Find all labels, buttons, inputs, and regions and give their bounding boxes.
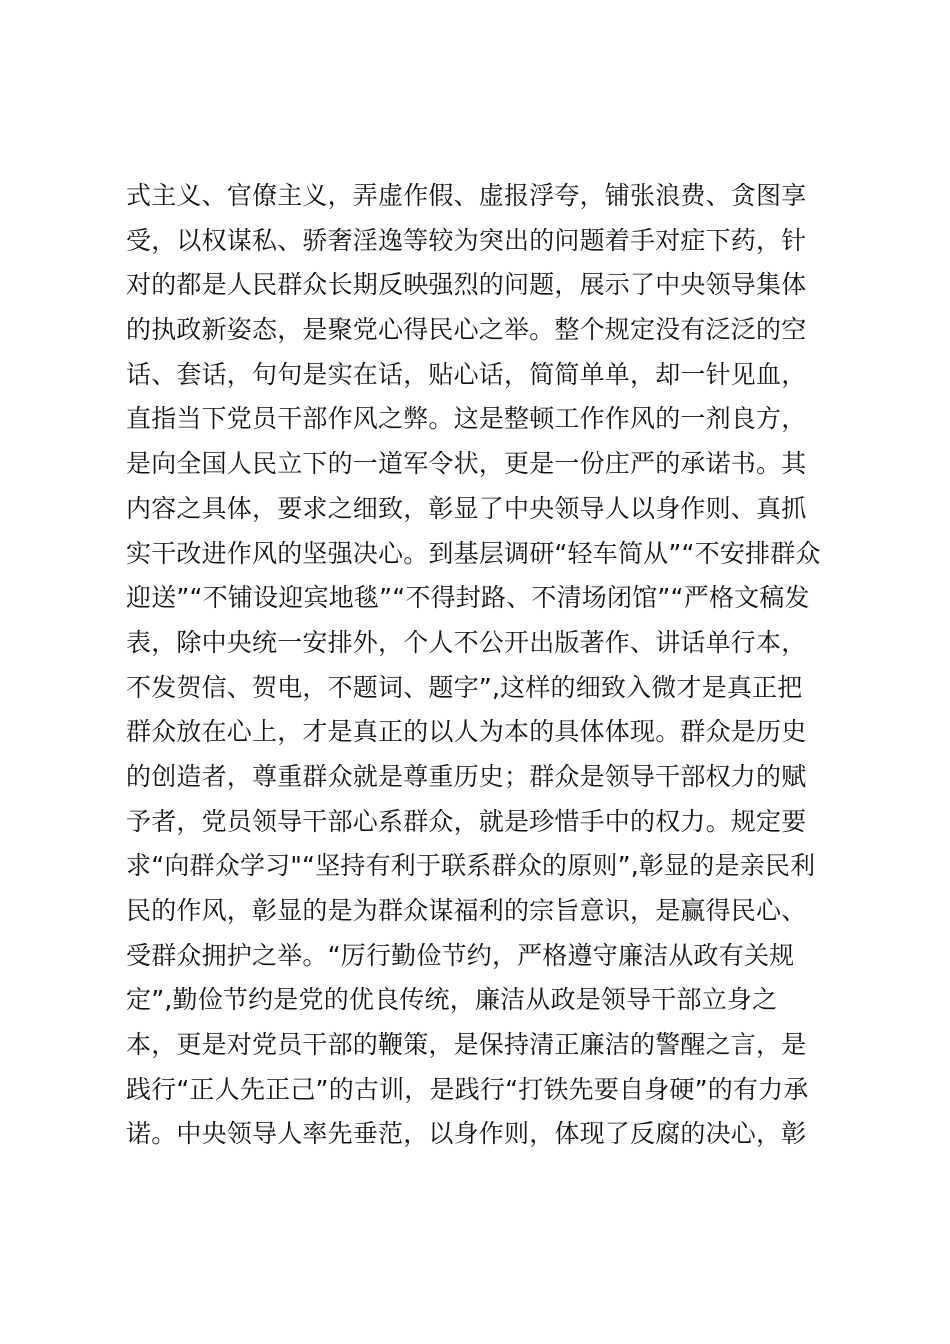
text-line: 本，更是对党员干部的鞭策，是保持清正廉洁的警醒之言，是 <box>126 1030 807 1060</box>
text-line: 受，以权谋私、骄奢淫逸等较为突出的问题着手对症下药，针 <box>126 225 807 255</box>
text-line: 内容之具体，要求之细致，彰显了中央领导人以身作则、真抓 <box>126 493 807 523</box>
text-line: 定”,勤俭节约是党的优良传统，廉洁从政是领导干部立身之 <box>126 985 778 1015</box>
text-line: 求“向群众学习"“坚持有利于联系群众的原则”,彰显的是亲民利 <box>126 851 816 881</box>
text-line: 予者，党员领导干部心系群众，就是珍惜手中的权力。规定要 <box>126 806 807 836</box>
text-line: 实干改进作风的坚强决心。到基层调研“轻车简从”“不安排群众 <box>126 538 821 568</box>
body-text <box>126 174 836 1157</box>
text-line: 受群众拥护之举。“厉行勤俭节约，严格遵守廉洁从政有关规 <box>126 940 795 970</box>
text-line: 表，除中央统一安排外，个人不公开出版著作、讲话单行本， <box>126 627 807 657</box>
text-line: 群众放在心上，才是真正的以人为本的具体体现。群众是历史 <box>126 717 807 747</box>
text-line: 的创造者，尊重群众就是尊重历史；群众是领导干部权力的赋 <box>126 761 807 791</box>
text-line: 诺。中央领导人率先垂范，以身作则，体现了反腐的决心，彰 <box>126 1119 807 1149</box>
text-line: 直指当下党员干部作风之弊。这是整顿工作作风的一剂良方， <box>126 404 807 434</box>
text-line: 对的都是人民群众长期反映强烈的问题，展示了中央领导集体 <box>126 270 807 300</box>
text-line: 民的作风，彰显的是为群众谋福利的宗旨意识，是赢得民心、 <box>126 896 807 925</box>
text-line: 不发贺信、贺电，不题词、题字”,这样的细致入微才是真正把 <box>126 672 803 702</box>
text-line: 式主义、官僚主义，弄虚作假、虚报浮夸，铺张浪费、贪图享 <box>126 181 807 210</box>
text-line: 践行“正人先正己”的古训，是践行“打铁先要自身硬”的有力承 <box>126 1074 809 1104</box>
text-line: 的执政新姿态，是聚党心得民心之举。整个规定没有泛泛的空 <box>126 315 807 345</box>
text-line: 迎送”“不铺设迎宾地毯”“不得封路、不清场闭馆”“严格文稿发 <box>126 583 810 613</box>
text-line: 是向全国人民立下的一道军令状，更是一份庄严的承诺书。其 <box>126 449 807 479</box>
text-line: 话、套话，句句是实在话，贴心话，简简单单，却一针见血， <box>126 359 807 389</box>
